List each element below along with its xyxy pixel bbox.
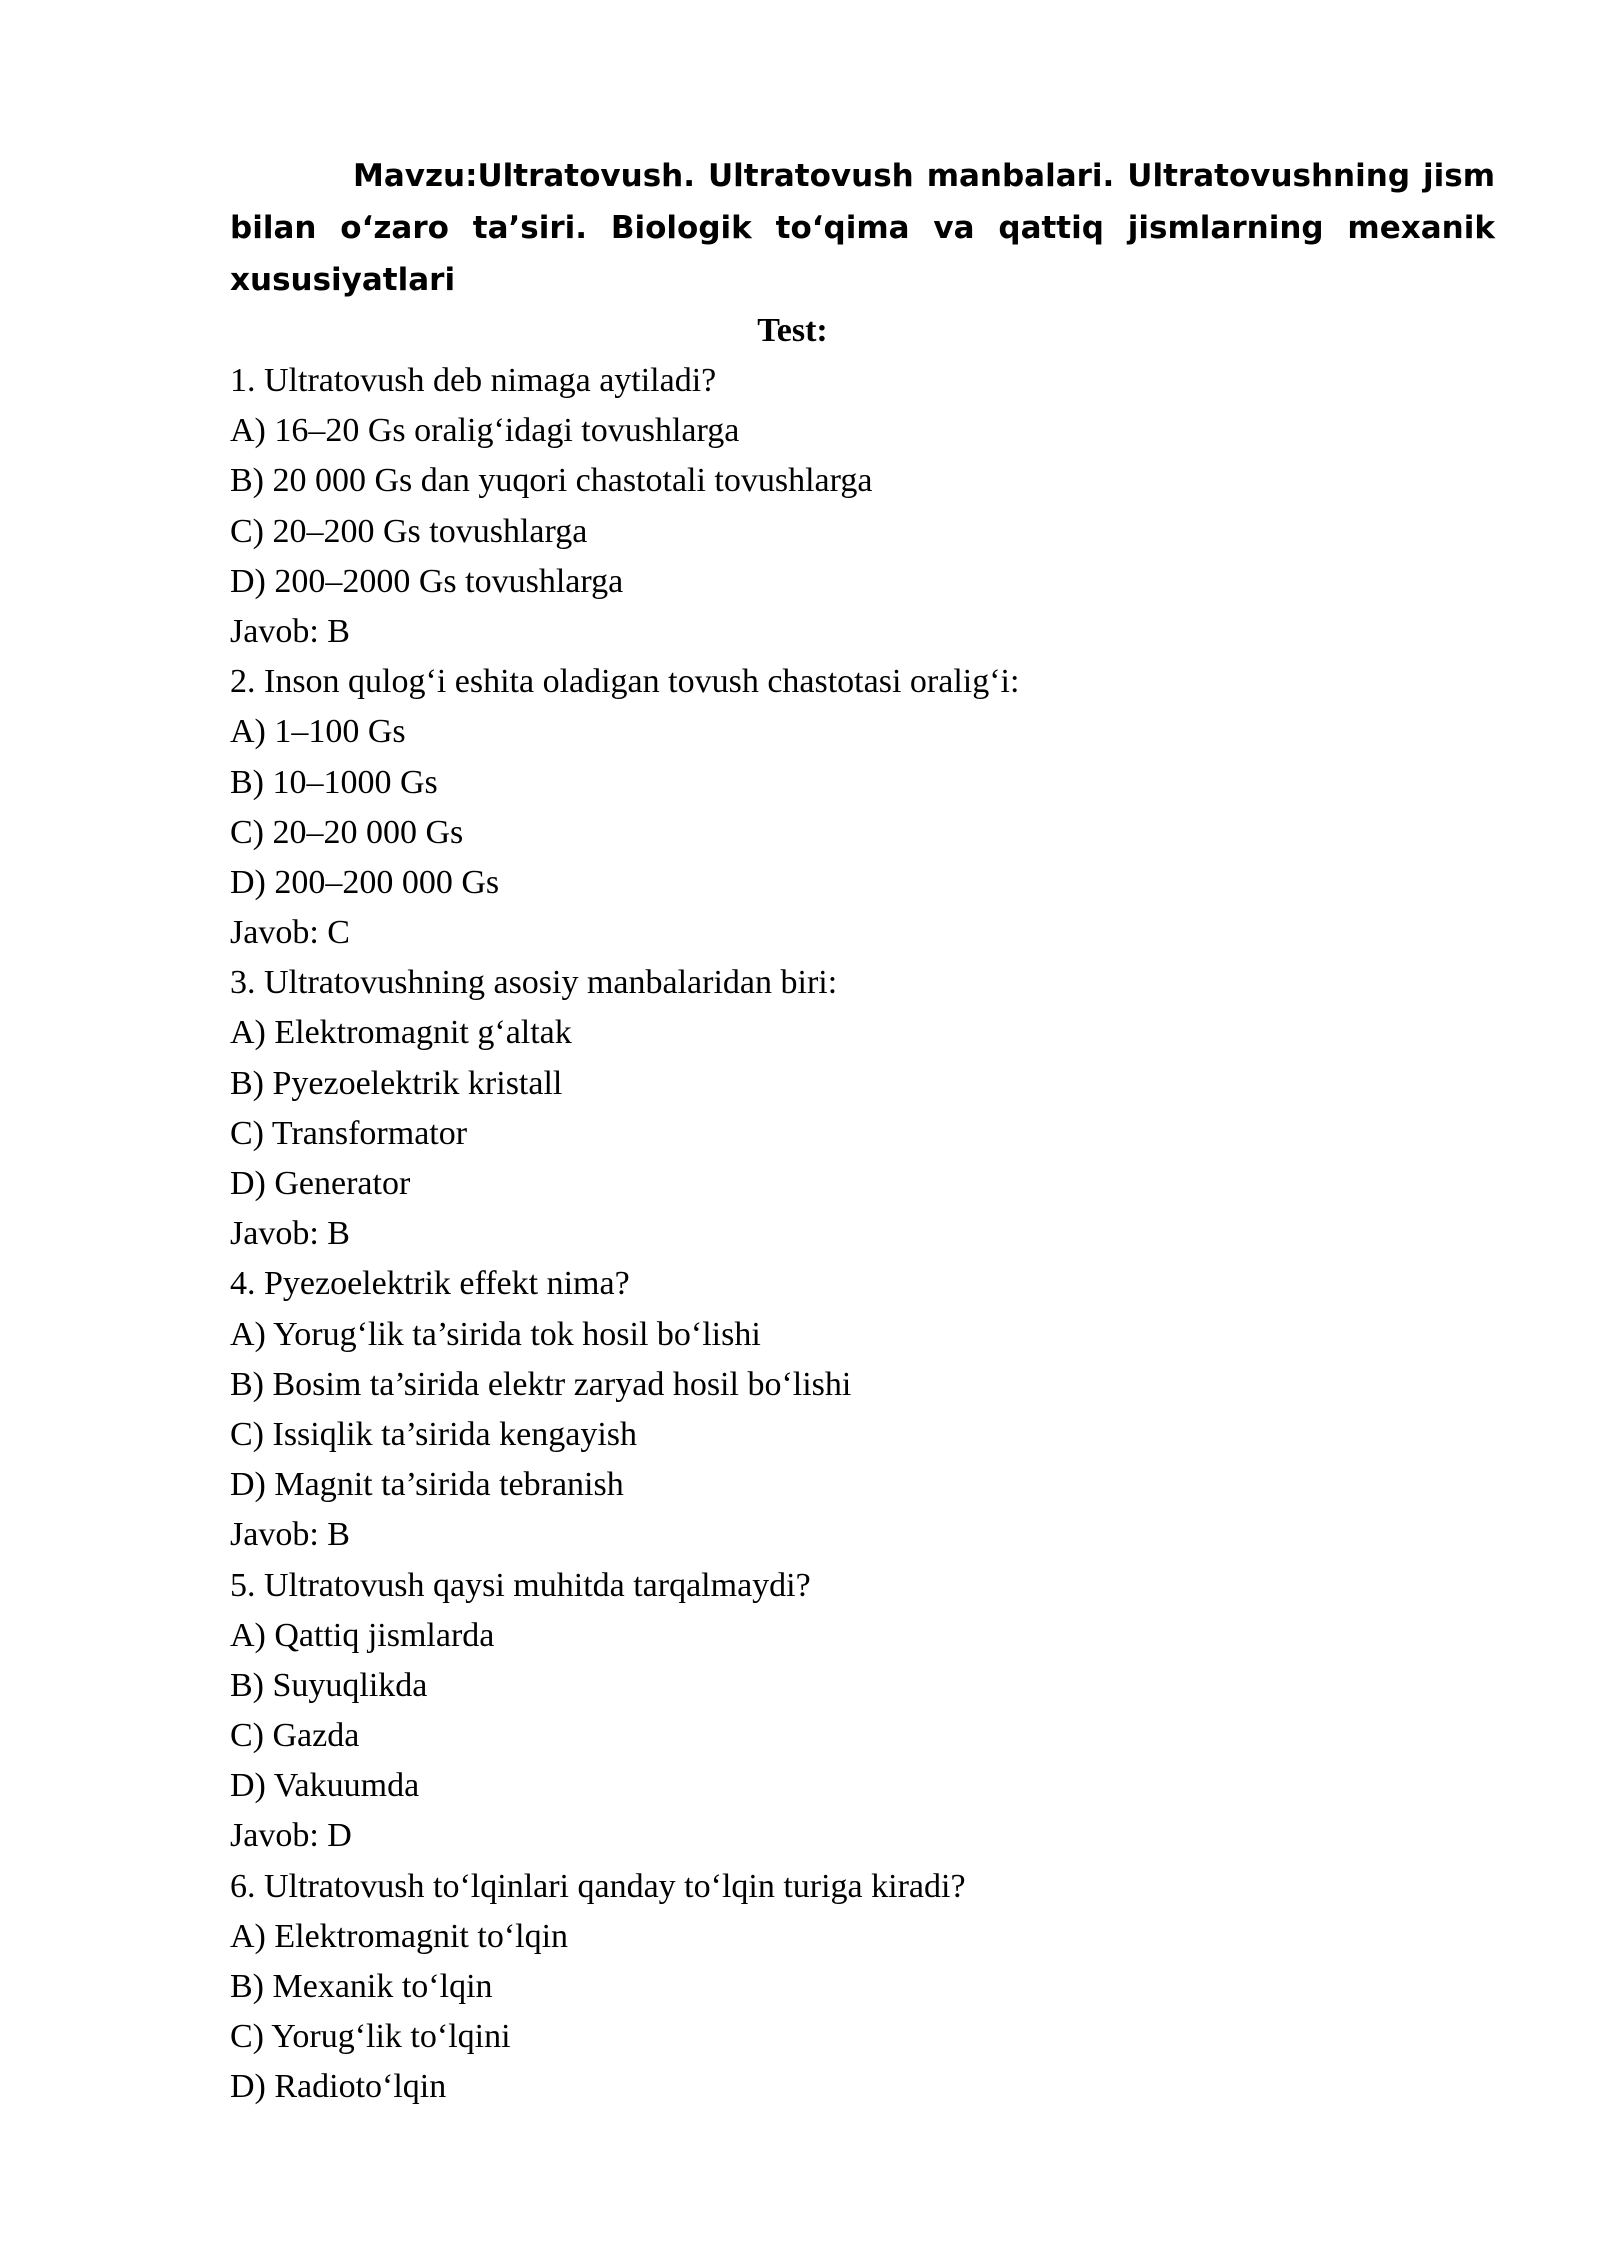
question-5-answer: Javob: D: [230, 1817, 352, 1855]
document-title: Mavzu:Ultratovush. Ultratovush manbalari. Ultratovushning jism bilan o‘zaro ta’siri. Biologik to‘qima va qattiq jismlarning mexanik xususiyatlari: [230, 158, 1495, 298]
question-5-option-b: B) Suyuqlikda: [230, 1666, 428, 1704]
question-3-text: 3. Ultratovushning asosiy manbalaridan biri:: [230, 964, 838, 1002]
question-2-option-b: B) 10–1000 Gs: [230, 763, 438, 801]
question-3-option-b: B) Pyezoelektrik kristall: [230, 1064, 563, 1102]
question-4-option-b: B) Bosim ta’sirida elektr zaryad hosil bo‘lishi: [230, 1365, 852, 1403]
question-5-option-c: C) Gazda: [230, 1717, 360, 1755]
question-3-option-d: D) Generator: [230, 1165, 411, 1202]
question-2-option-c: C) 20–20 000 Gs: [230, 813, 464, 851]
question-1-text: 1. Ultratovush deb nimaga aytiladi?: [230, 362, 717, 399]
question-4-answer: Javob: B: [230, 1516, 350, 1554]
question-5-option-d: D) Vakuumda: [230, 1767, 420, 1805]
question-1-option-a: A) 16–20 Gs oralig‘idagi tovushlarga: [230, 412, 740, 450]
test-heading: Test:: [757, 312, 828, 349]
question-3-option-a: A) Elektromagnit g‘altak: [230, 1014, 572, 1052]
question-list: [230, 356, 1495, 2113]
question-2-option-a: A) 1–100 Gs: [230, 713, 406, 751]
question-4-option-d: D) Magnit ta’sirida tebranish: [230, 1466, 624, 1504]
question-6-option-a: A) Elektromagnit to‘lqin: [230, 1917, 569, 1955]
question-1-option-b: B) 20 000 Gs dan yuqori chastotali tovushlarga: [230, 462, 873, 500]
question-2-text: 2. Inson qulog‘i eshita oladigan tovush chastotasi oralig‘i:: [230, 663, 1020, 701]
question-6-text: 6. Ultratovush to‘lqinlari qanday to‘lqin turiga kiradi?: [230, 1867, 966, 1905]
question-1-option-c: C) 20–200 Gs tovushlarga: [230, 512, 588, 550]
question-6-option-d: D) Radioto‘lqin: [230, 2068, 447, 2106]
question-1-option-d: D) 200–2000 Gs tovushlarga: [230, 562, 624, 600]
question-1-answer: Javob: B: [230, 612, 350, 650]
question-2-answer: Javob: C: [230, 914, 350, 952]
question-4-option-c: C) Issiqlik ta’sirida kengayish: [230, 1415, 638, 1453]
question-4-text: 4. Pyezoelektrik effekt nima?: [230, 1265, 630, 1303]
question-3-answer: Javob: B: [230, 1215, 350, 1253]
question-6-option-b: B) Mexanik to‘lqin: [230, 1968, 493, 2005]
question-2-option-d: D) 200–200 000 Gs: [230, 863, 500, 901]
question-5-option-a: A) Qattiq jismlarda: [230, 1616, 495, 1654]
question-4-option-a: A) Yorug‘lik ta’sirida tok hosil bo‘lishi: [230, 1315, 761, 1353]
question-6-option-c: C) Yorug‘lik to‘lqini: [230, 2018, 511, 2056]
question-5-text: 5. Ultratovush qaysi muhitda tarqalmaydi?: [230, 1566, 811, 1604]
question-3-option-c: C) Transformator: [230, 1114, 468, 1152]
